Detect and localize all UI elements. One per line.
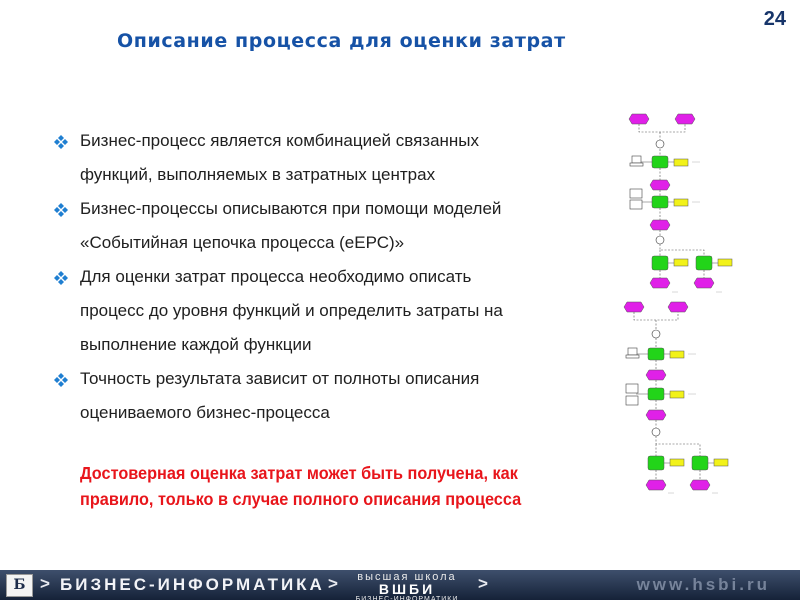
page-number: 24 (763, 8, 786, 30)
slide-title: Описание процесса для оценки затрат (117, 30, 566, 52)
footer-brand: БИЗНЕС-ИНФОРМАТИКА (60, 575, 325, 594)
school-name-line: высшая школа (357, 571, 457, 583)
bullet-line: выполнение каждой функции (80, 335, 312, 354)
diamond-bullet-icon (54, 373, 68, 387)
footer-arrow-icon: > (328, 574, 338, 593)
bullet-line: Бизнес-процесс является комбинацией связанных (80, 131, 480, 150)
conclusion-line: правило, только в случае полного описания процесса (80, 489, 522, 509)
hsbi-logo: Б (6, 574, 33, 597)
bullet-line: оцениваемого бизнес-процесса (80, 403, 330, 422)
diamond-bullet-icon (54, 271, 68, 285)
bullet-line: Точность результата зависит от полноты описания (80, 369, 480, 388)
bullet-item (54, 124, 564, 192)
footer-bar (0, 570, 800, 600)
footer-url-link[interactable]: www.hsbi.ru (636, 575, 770, 594)
bullet-item (54, 362, 564, 430)
bullet-item (54, 192, 564, 260)
school-logo (348, 572, 466, 600)
school-name-line: БИЗНЕС-ИНФОРМАТИКИ (355, 596, 459, 600)
bullet-item (54, 260, 564, 362)
footer-arrow-icon: > (40, 574, 50, 593)
bullet-line: «Событийная цепочка процесса (еЕРС)» (80, 233, 405, 252)
bullet-line: Бизнес-процессы описываются при помощи моделей (80, 199, 502, 218)
conclusion-line: Достоверная оценка затрат может быть получена, как (80, 463, 518, 483)
diamond-bullet-icon (54, 135, 68, 149)
epc-process-diagram-icon (612, 104, 742, 496)
bullet-line: Для оценки затрат процесса необходимо описать (80, 267, 472, 286)
school-abbr: ВШБИ (378, 581, 436, 597)
bullet-line: процесс до уровня функций и определить затраты на (80, 301, 503, 320)
bullet-line: функций, выполняемых в затратных центрах (80, 165, 436, 184)
conclusion-text (80, 460, 564, 512)
footer-arrow-icon: > (478, 574, 488, 593)
diamond-bullet-icon (54, 203, 68, 217)
bullet-list (54, 124, 564, 430)
